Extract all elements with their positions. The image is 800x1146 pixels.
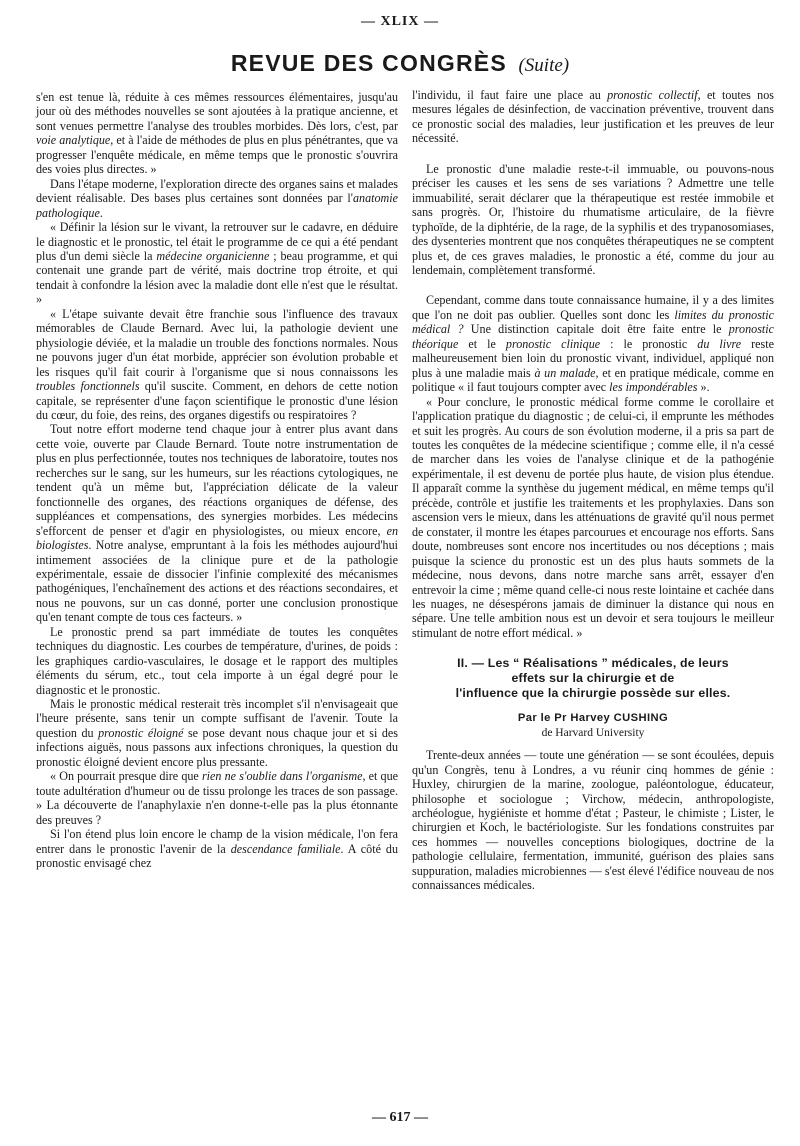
paragraph: « Définir la lésion sur le vivant, la retrouver sur le cadavre, en déduire le diagnostic et le pronostic, tel était le programme de ce qui a été pendant plus d'un demi siècle la médecine organicienne ; beau programme, et qui contenait une grande part de vérité, mais doctrine trop étroite, et qui tendait à confondre la lésion avec la maladie dont elle n'est que le résultat. » bbox=[36, 220, 398, 307]
header-suite: (Suite) bbox=[518, 55, 570, 76]
page-number: — 617 — bbox=[372, 1110, 428, 1125]
paragraph: Le pronostic prend sa part immédiate de toutes les conquêtes techniques du diagnostic. Les courbes de température, d'urines, de poids : les graphiques cardio-vasculaires, le dosage et le rapport des multiples éléments du sérum, etc., tout cela importe à un égal degré pour le diagnostic et le pronostic. bbox=[36, 624, 398, 697]
paragraph: « On pourrait presque dire que rien ne s'oublie dans l'organisme, et que toute adultération d'humeur ou de tissu prolonge les traces de son passage. » La découverte de l'anaphylaxie n'en donne-t-elle pas la plus étonnante des preuves ? bbox=[36, 769, 398, 827]
page-folio-roman: — XLIX — bbox=[360, 14, 439, 29]
author-line: Par le Pr Harvey CUSHING bbox=[517, 712, 669, 725]
paragraph: l'individu, il faut faire une place au pronostic collectif, et toutes nos mesures légales de désinfection, de vaccination préventive, trouvent dans ce pronostic social des maladies, leur justification et les preuves de leur nécessité. bbox=[412, 88, 774, 146]
author-affiliation: de Harvard University bbox=[541, 726, 645, 739]
header-title: REVUE DES CONGRÈS bbox=[230, 50, 507, 76]
left-column bbox=[36, 90, 398, 870]
section-title-line: l'influence que la chirurgie possède sur elles. bbox=[455, 686, 731, 701]
paragraph: Mais le pronostic médical resterait très incomplet s'il n'envisageait que l'heure présente, sans tenir un compte suffisant de l'avenir. Toute la question du pronostic éloigné se pose devant nous chaque jour et si des infections aiguës, nous passons aux infections chroniques, la question du pronostic éloigné devient encore plus pressante. bbox=[36, 697, 399, 769]
paragraph: s'en est tenue là, réduite à ces mêmes ressources élémentaires, jusqu'au jour où des méthodes nouvelles se sont ajoutées à la pratique ancienne, et sont venues permettre l'analyse des troubles morbides. Dès lors, c'est, par voie analytique, et à l'aide de méthodes de plus en plus pénétrantes, que va progresser l'enquête médicale, en même temps que le pronostic s'ouvrira des voies plus directes. » bbox=[36, 90, 398, 177]
paragraph: « L'étape suivante devait être franchie sous l'influence des travaux mémorables de Claude Bernard. Avec lui, la pathologie devient une physiologie déviée, et la maladie un trouble des fonctions normales. Nous ne pouvons juger d'un état morbide, apprécier son évolution probable et les risques qu'il fait courir à l'organisme que si nous connaissons les troubles fonctionnels qu'il suscite. Comment, en dehors de cette notion capitale, se représenter d'une façon scientifique le pronostic d'une lésion du cœur, du foie, des reins, des organes digestifs ou respiratoires ? bbox=[36, 306, 398, 422]
paragraph: Tout notre effort moderne tend chaque jour à entrer plus avant dans cette voie, ouverte par Claude Bernard. Toute notre instrumentation de plus en plus perfectionnée, toutes nos techniques de laboratoire, toutes nos recherches sur le sang, sur les humeurs, sur les réactions cytologiques, ne tendent qu'à un même but, l'appréciation délicate de la valeur fonctionnelle des organes, des réactions organiques de défense, des suppléances et compensations, des synergies morbides. Les médecins s'efforcent de penser et d'agir en physiologistes, ou mieux encore, en biologistes. Notre analyse, empruntant à la fois les méthodes aujourd'hui intimement associées de la clinique pure et de la pathologie expérimentale, essaie de dissocier l'infinie complexité des mécanismes pathogéniques, l'enchaînement des actions et des réactions secondaires, et nous ne pouvons, sur un cas donné, porter une conclusion pronostique qu'en tenant compte de tous ces facteurs. » bbox=[36, 422, 398, 625]
section-title bbox=[412, 656, 774, 701]
paragraph: Dans l'étape moderne, l'exploration directe des organes sains et malades devient réalisable. Des bases plus certaines sont données par l'anatomie pathologique. bbox=[36, 176, 399, 220]
paragraph: Si l'on étend plus loin encore le champ de la vision médicale, l'on fera entrer dans le pronostic l'avenir de la descendance familiale. A côté du pronostic envisagé chez bbox=[36, 827, 398, 871]
running-header bbox=[0, 50, 800, 77]
paragraph: « Pour conclure, le pronostic médical forme comme le corollaire et l'application pratique du diagnostic ; de celui-ci, il emprunte les méthodes et suit les progrès. Au cours de son évolution moderne, il a pris sa part de toutes les conquêtes de la médecine scientifique ; comme elle, il n'a cessé de marcher dans les voies de l'analyse clinique et de la pathogénie expérimentale, il est devenu de portée plus haute, de vision plus étendue. Il apparaît comme la synthèse du jugement médical, en même temps qu'il précède, contrôle et justifie les traitements et les prophylaxies. Dans son ascension vers le mieux, dans les atténuations de gravité qu'il nous permet de constater, il montre les étapes parcourues et encourage nos efforts. Sans doute, nombreuses sont encore nos incertitudes ou nos déceptions ; mais puisque la science du pronostic est un des plus hauts sommets de la médecine, nous devons, dans notre marche sans arrêt, essayer d'en entrevoir la cime ; même quand celle-ci nous reste lointaine et cachée dans les nuages, ne désespérons jamais de diminuer la distance qui nous en sépare. Une telle ambition nous est un devoir et sera toujours le meilleur stimulant de notre effort médical. » bbox=[412, 394, 774, 640]
section-title-line: effets sur la chirurgie et de bbox=[511, 671, 675, 686]
paragraph: Trente-deux années — toute une génération — se sont écoulées, depuis qu'un Congrès, tenu à Londres, a vu réunir cinq hommes de génie : Huxley, chirurgien de la marine, zoologue, paléontologue, éducateur, philosophe et sociologue ; Virchow, médecin, anthropologiste, archéologue, hygiéniste et homme d'état ; Pasteur, le chimiste ; Lister, le chirurgien et Koch, le bactériologiste. Sur les fondations construites par ces hommes — nouvelles conceptions biologiques, doctrine de la pathologie cellulaire, fermentation, immunité, guérison des plaies sans suppuration, maladies microbiennes — s'est élevé l'édifice nouveau de nos connaissances médicales. bbox=[412, 748, 774, 893]
section-title-line: II. — Les “ Réalisations ” médicales, de leurs bbox=[457, 656, 729, 671]
paragraph: Le pronostic d'une maladie reste-t-il immuable, ou pouvons-nous préciser les causes et les sens de ses variations ? Admettre une telle immuabilité, serait déclarer que la thérapeutique est restée immobile et sans progrès. Or, l'histoire du rhumatisme articulaire, de la fièvre typhoïde, de la diphtérie, de la rage, de la syphilis et des trypanosomiases, des dysenteries montrent que nos conquêtes thérapeutiques ne se comptent plus et, de ces graves maladies, le pronostic a été, comme du jour au lendemain, complètement transformé. bbox=[412, 161, 774, 277]
right-column bbox=[412, 88, 774, 893]
paragraph: Cependant, comme dans toute connaissance humaine, il y a des limites que l'on ne doit pas oublier. Quelles sont donc les limites du pronostic médical ? Une distinction capitale doit être faite entre le pronostic théorique et le pronostic clinique : le pronostic du livre reste malheureusement bien loin du pronostic vivant, individuel, appliqué non plus à une maladie mais à un malade, et en pratique médicale, comme en politique « il faut toujours compter avec les impondérables ». bbox=[412, 293, 774, 395]
